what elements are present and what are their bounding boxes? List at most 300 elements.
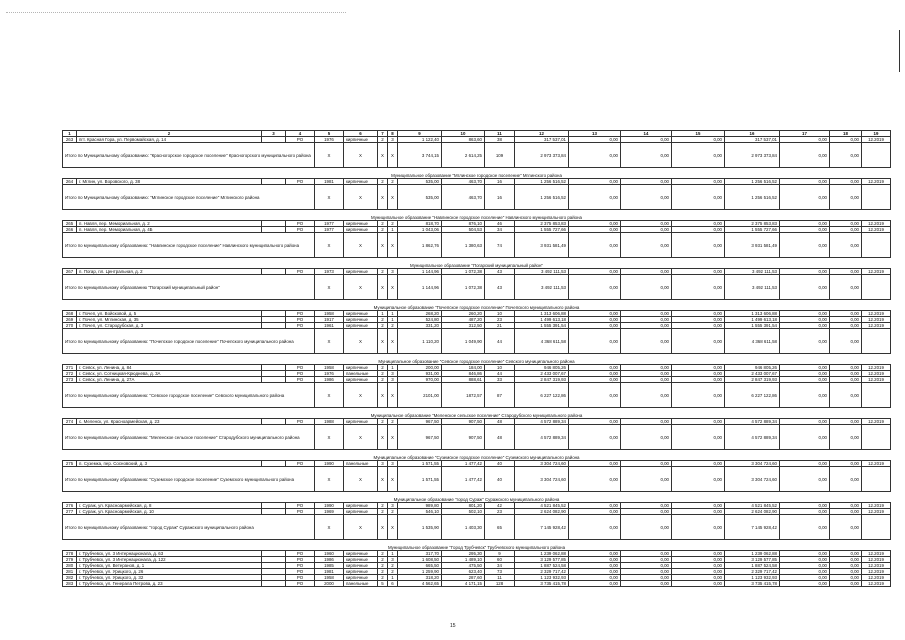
table-cell: 0,00 [830,317,862,323]
page-number: 15 [450,623,456,629]
table-cell: 0,00 [621,557,672,563]
table-cell: 1 887 524,58 [515,563,569,569]
table-cell: 0,00 [780,365,830,371]
table-cell: 1 256 516,52 [725,179,780,185]
table-cell: 863,60 [442,137,485,143]
total-cell: 3 304 724,60 [725,467,780,492]
total-cell: 0,00 [621,515,672,540]
table-cell: 0,00 [621,311,672,317]
table-cell: 0,00 [672,503,725,509]
table-cell: 1 259,90 [398,569,442,575]
table-cell: 0,00 [621,461,672,467]
table-cell: кирпичные [344,227,378,233]
table-cell: 0,00 [621,581,672,587]
total-cell: X [344,515,378,540]
total-cell: X [378,425,388,450]
total-label: Итого по муниципальному образованию: "Севское городское поселение" Севского муниципального района [63,383,315,408]
table-cell: 876,10 [442,221,485,227]
total-cell: 65 [485,515,515,540]
header-cell: 2 [77,131,262,137]
table-cell: 0,00 [780,311,830,317]
table-cell: 846,86 [442,371,485,377]
header-cell: 7 [378,131,388,137]
table-cell: 0,00 [621,503,672,509]
table-cell: кирпичные [344,419,378,425]
table-cell: 260,20 [442,311,485,317]
table-cell: 12.2019 [862,377,891,383]
table-cell: РО [286,551,315,557]
table-cell: 0,00 [780,581,830,587]
table-cell: РО [286,569,315,575]
header-cell: 6 [344,131,378,137]
section-title: Муниципальное образование "город Сураж" Суражского муниципального района [63,492,891,503]
table-cell: 271 [63,365,77,371]
total-cell: 0,00 [830,329,862,354]
table-cell: 0,00 [621,137,672,143]
table-cell: 1977 [315,227,344,233]
total-cell: 0,00 [569,143,621,168]
table-cell: 1986 [315,557,344,563]
table-cell: 0,00 [621,365,672,371]
section-header-row [63,300,891,311]
table-cell: 34 [485,227,515,233]
table-cell: 2 375 853,83 [515,221,569,227]
table-cell: 34 [485,563,515,569]
table-cell: 0,00 [621,377,672,383]
table-cell: 12.2019 [862,179,891,185]
table-cell: 2000 [315,581,344,587]
table-cell: 2 [388,509,398,515]
table-cell: 0,00 [621,371,672,377]
table-cell: 1990 [315,461,344,467]
table-cell: 10 [485,365,515,371]
table-cell: 475,50 [442,563,485,569]
total-cell-empty [862,383,891,408]
total-cell: X [378,329,388,354]
table-cell: 2 [388,221,398,227]
header-cell: 18 [830,131,862,137]
table-cell: 46 [485,221,515,227]
table-cell: 487,20 [442,317,485,323]
table-cell: панельные [344,581,378,587]
table-cell: 40 [485,461,515,467]
table-cell: РО [286,461,315,467]
table-cell: 0,00 [780,179,830,185]
total-cell: 7 145 928,42 [515,515,569,540]
table-cell: 989,80 [398,503,442,509]
table-cell: кирпичные [344,311,378,317]
table-cell: 281 [63,569,77,575]
table-cell: 12.2019 [862,365,891,371]
total-cell: 3 931 581,49 [515,233,569,258]
section-title: Муниципальное образование "Суземское городское поселение" Суземского муниципального района [63,450,891,461]
table-cell: 0,00 [672,575,725,581]
table-cell: 1990 [315,503,344,509]
table-cell: 23 [485,317,515,323]
table-cell: 318,20 [398,575,442,581]
total-cell: X [315,233,344,258]
table-cell: 0,00 [672,179,725,185]
table-cell: 0,00 [621,419,672,425]
total-cell: X [315,275,344,300]
total-cell: 1 256 516,52 [515,185,569,210]
table-cell: 0,00 [830,509,862,515]
total-cell: 0,00 [830,467,862,492]
section-title: Муниципальное образование "Навлинское городское поселение" Навлинского муниципального района [63,210,891,221]
table-cell: 0,00 [672,371,725,377]
table-cell: 0,00 [672,419,725,425]
table-cell: 0,00 [621,563,672,569]
table-cell: 0,00 [830,551,862,557]
table-cell: 0,00 [569,377,621,383]
table-cell: 0,00 [780,503,830,509]
table-cell: 1 499 613,18 [515,317,569,323]
table-cell: 60 [485,557,515,563]
table-cell: 0,00 [672,581,725,587]
total-cell: X [344,467,378,492]
total-cell: 0,00 [621,383,672,408]
table-cell: 970,00 [398,377,442,383]
table-cell: 0,00 [672,461,725,467]
table-cell: г. Почеп, ул. Войсковой, д. 5 [77,311,262,317]
table-cell: 0,00 [621,227,672,233]
total-cell: 48 [485,425,515,450]
table-cell: 12.2019 [862,323,891,329]
table-cell: 0,00 [621,323,672,329]
table-cell: 2 [378,365,388,371]
header-cell: 1 [63,131,77,137]
table-cell: 0,00 [780,377,830,383]
total-cell: 40 [485,467,515,492]
table-cell: 264 [63,179,77,185]
table-cell: 1 477,42 [442,461,485,467]
table-cell: 1 [378,311,388,317]
total-cell: 3 304 724,60 [515,467,569,492]
table-cell: кирпичные [344,377,378,383]
table-cell: 12.2019 [862,221,891,227]
table-cell: 0,00 [780,137,830,143]
total-cell: 6 227 122,86 [725,383,780,408]
table-cell: 331,20 [398,323,442,329]
table-cell: 4 171,15 [442,581,485,587]
table-cell: 2 [378,377,388,383]
total-cell: 907,50 [442,425,485,450]
table-cell: РО [286,317,315,323]
table-cell: 0,00 [780,269,830,275]
total-label: Итого по муниципальному образованию "Погарский муниципальный район" [63,275,315,300]
table-cell: 4 521 845,52 [725,503,780,509]
table-cell: 3 735 415,78 [515,581,569,587]
total-cell: X [344,329,378,354]
total-cell: X [378,275,388,300]
total-cell: 1 535,90 [398,515,442,540]
table-cell: 2 329 717,42 [725,569,780,575]
table-cell: 4 562,65 [398,581,442,587]
table-cell: кирпичные [344,221,378,227]
table-cell: 2 [378,323,388,329]
table-cell: 12.2019 [862,509,891,515]
table-cell: РО [286,227,315,233]
header-cell: 9 [398,131,442,137]
table-cell: 266 [63,227,77,233]
total-cell: 1 049,90 [442,329,485,354]
total-cell: X [388,143,398,168]
header-cell: 15 [672,131,725,137]
total-cell: X [344,383,378,408]
total-cell-empty [862,329,891,354]
scan-artifact-dots [6,12,346,17]
total-cell: 0,00 [830,143,862,168]
table-cell: 12.2019 [862,137,891,143]
table-cell: 0,00 [621,569,672,575]
total-cell: X [388,329,398,354]
table-cell: 3 735 415,78 [725,581,780,587]
table-cell: 2 [378,563,388,569]
table-cell: 1 [388,575,398,581]
table-cell: 4 572 889,34 [515,419,569,425]
table-cell: 274 [63,419,77,425]
total-cell: X [315,143,344,168]
table-cell: 946 805,26 [725,365,780,371]
total-cell-empty [862,425,891,450]
table-cell: 2 [378,503,388,509]
table-cell: 317,70 [398,551,442,557]
total-label: Итого по муниципальному образованию: "Меленское сельское поселение" Стародубского муниципального района [63,425,315,450]
total-cell: X [388,467,398,492]
table-cell: 12.2019 [862,227,891,233]
table-cell: 1976 [315,371,344,377]
table-cell: 1 313 606,88 [725,311,780,317]
table-cell: 317 537,01 [515,137,569,143]
table-cell: 5 [378,581,388,587]
table-cell: 1 072,38 [442,269,485,275]
total-cell: 0,00 [780,467,830,492]
table-cell: 43 [485,269,515,275]
header-cell: 8 [388,131,398,137]
table-cell: 0,00 [672,269,725,275]
table-cell: 0,00 [830,563,862,569]
table-cell: 3 [388,137,398,143]
table-cell: 1 123 932,93 [725,575,780,581]
table-cell: 12.2019 [862,569,891,575]
total-cell: 0,00 [780,143,830,168]
table-cell: 1958 [315,311,344,317]
table-cell: 3 [388,461,398,467]
table-cell: 0,00 [569,269,621,275]
table-cell: 48 [485,419,515,425]
total-cell: 1 256 516,52 [725,185,780,210]
table-cell: 3 492 111,53 [515,269,569,275]
section-header-row [63,210,891,221]
total-cell: 3 492 111,53 [515,275,569,300]
table-cell: 0,00 [569,371,621,377]
total-cell: X [378,515,388,540]
header-cell: 19 [862,131,891,137]
table-cell: 0,00 [672,569,725,575]
table-cell: 504,53 [442,227,485,233]
total-row [63,425,891,450]
table-cell: 4 572 889,34 [725,419,780,425]
table-cell: 0,00 [780,221,830,227]
table-cell: 0,00 [672,551,725,557]
table-cell: кирпичные [344,551,378,557]
total-cell-empty [862,467,891,492]
header-cell: 13 [569,131,621,137]
table-cell: 2 [378,137,388,143]
total-cell: 0,00 [830,275,862,300]
table-cell: 1 555 391,54 [515,323,569,329]
table-cell: 0,00 [830,221,862,227]
table-cell: г. Трубчевск, ул. Урицкого, д. 26 [77,569,262,575]
total-row [63,233,891,258]
table-cell: 23 [485,509,515,515]
table-cell: 0,00 [621,269,672,275]
table-cell: 2 329 717,42 [515,569,569,575]
table-cell: 0,00 [780,551,830,557]
table-cell: 0,00 [830,377,862,383]
total-cell: 2 973 373,84 [725,143,780,168]
total-cell: 0,00 [621,275,672,300]
total-cell: 0,00 [830,425,862,450]
total-cell: 0,00 [780,425,830,450]
total-cell: 0,00 [830,185,862,210]
table-cell: 283 [63,581,77,587]
table-cell: РО [286,137,315,143]
table-cell: 0,00 [830,311,862,317]
table-cell: 270 [63,323,77,329]
table-cell: 317 537,01 [725,137,780,143]
table-cell: 272 [63,371,77,377]
table-cell: 3 [388,557,398,563]
table-cell: 3 [388,269,398,275]
table-cell: 1 887 524,58 [725,563,780,569]
total-cell: 0,00 [672,425,725,450]
total-cell: 0,00 [780,383,830,408]
table-cell: 38 [485,137,515,143]
table-cell: 0,00 [830,371,862,377]
total-cell-empty [862,143,891,168]
total-cell: 0,00 [621,467,672,492]
total-cell-empty [862,185,891,210]
table-cell: кирпичные [344,269,378,275]
total-label: Итого по муниципальному образованию: "город Сураж" Суражского муниципального района [63,515,315,540]
table-cell: 282 [63,575,77,581]
table-cell: 0,00 [672,323,725,329]
table-cell: 2 [378,317,388,323]
table-cell: кирпичные [344,563,378,569]
total-cell: 4 368 611,58 [725,329,780,354]
table-cell: 277 [63,509,77,515]
table-cell: 2 375 853,83 [725,221,780,227]
total-cell: X [388,425,398,450]
table-cell: 3 [388,371,398,377]
table-cell: 2 [388,323,398,329]
table-cell: 278 [63,551,77,557]
table-cell: 2 [378,419,388,425]
table-cell: 273 [63,377,77,383]
table-cell: 0,00 [569,221,621,227]
table-cell: 0,00 [830,227,862,233]
table-cell: 2 [388,419,398,425]
total-row [63,275,891,300]
table-cell: 1 [388,317,398,323]
header-cell: 12 [515,131,569,137]
table-cell: 623,40 [442,569,485,575]
total-cell: 4 572 889,34 [515,425,569,450]
table-cell: г. Севск, ул. Ленина, д. 84 [77,365,262,371]
total-cell: 463,70 [442,185,485,210]
total-cell: X [378,233,388,258]
section-title: Муниципальное образование "Погарский муниципальный район" [63,258,891,269]
table-cell: 12.2019 [862,575,891,581]
section-header-row [63,258,891,269]
table-cell: РО [286,311,315,317]
total-cell: 2 973 373,84 [515,143,569,168]
table-cell: 1 555 727,66 [515,227,569,233]
table-cell: 12.2019 [862,581,891,587]
table-cell: 1917 [315,317,344,323]
section-header-row [63,354,891,365]
table-cell: 0,00 [672,377,725,383]
table-cell: 1 571,55 [398,461,442,467]
total-cell: 0,00 [672,275,725,300]
table-cell: РО [286,269,315,275]
header-cell: 11 [485,131,515,137]
total-cell: 535,00 [398,185,442,210]
total-cell: 0,00 [672,383,725,408]
total-label: Итого по муниципальному образованию: "Почепское городское поселение" Почепского муниципального района [63,329,315,354]
table-cell: 0,00 [780,509,830,515]
table-cell: 1958 [315,365,344,371]
table-cell: 1973 [315,269,344,275]
table-cell: 0,00 [672,311,725,317]
table-cell: 0,00 [830,419,862,425]
section-title: Муниципальное образование "Мглинское городское поселение" Мглинского района [63,168,891,179]
total-cell: 1 571,55 [398,467,442,492]
table-cell: 0,00 [780,557,830,563]
table-cell: 0,00 [569,227,621,233]
total-cell: 0,00 [830,233,862,258]
table-cell: 0,00 [569,419,621,425]
table-cell: 1 122,40 [398,137,442,143]
total-cell: 0,00 [621,425,672,450]
table-cell: 276 [63,503,77,509]
total-row [63,515,891,540]
table-cell: 0,00 [672,221,725,227]
total-cell: 967,50 [398,425,442,450]
table-cell: 12.2019 [862,317,891,323]
total-cell: 3 744,15 [398,143,442,168]
section-header-row [63,450,891,461]
table-cell: 1981 [315,179,344,185]
table-cell: 2 [378,551,388,557]
header-cell: 14 [621,131,672,137]
table-cell: 265 [63,221,77,227]
total-cell-empty [862,275,891,300]
table-cell [262,581,286,587]
table-cell: 16 [485,179,515,185]
header-cell: 5 [315,131,344,137]
table-cell: 263 [63,137,77,143]
table-cell: с. Меленск, ул. Красноармейская, д. 23 [77,419,262,425]
total-cell: 44 [485,329,515,354]
table-cell: п. Погар, пл. Центральная, д. 2 [77,269,262,275]
total-label: Итого по Муниципальному образованию: "Мглинское городское поселение" Мглинского района [63,185,315,210]
table-cell: 3 129 577,85 [725,557,780,563]
table-cell: 2 [378,575,388,581]
total-cell: 0,00 [621,233,672,258]
total-cell: 0,00 [569,425,621,450]
